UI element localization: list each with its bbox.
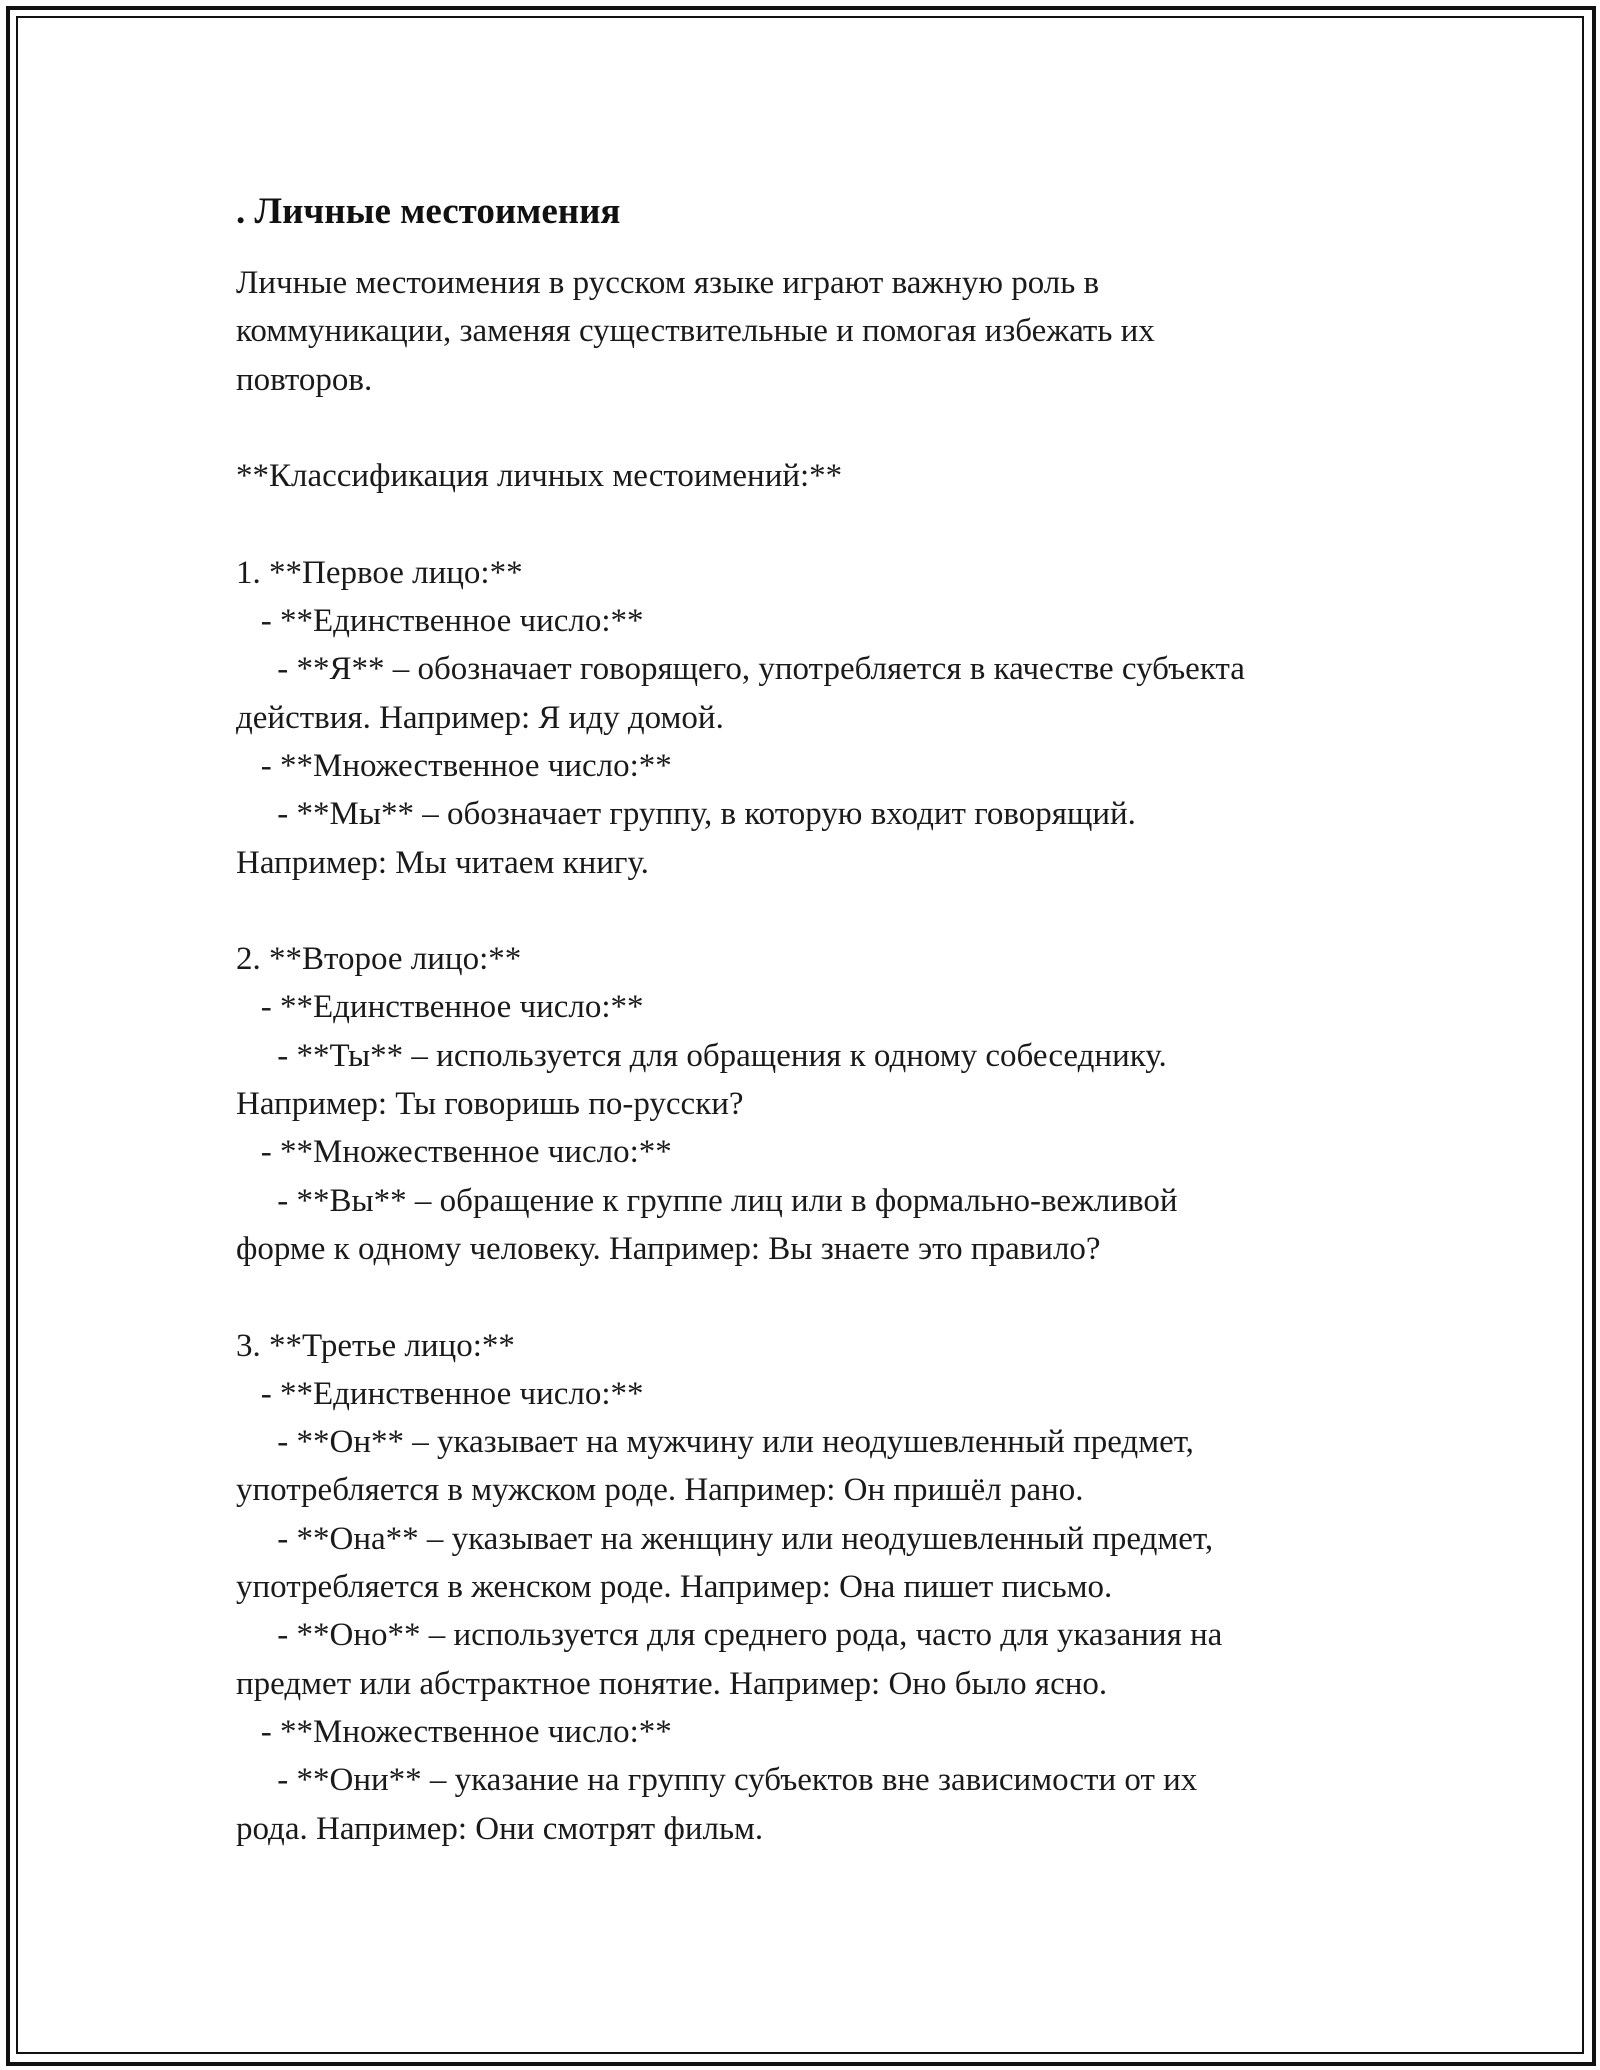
intro-line: коммуникации, заменяя существительные и помогая избежать их — [236, 313, 1155, 350]
section-line: - **Они** – указание на группу субъектов вне зависимости от их — [236, 1762, 1198, 1799]
section-line: рода. Например: Они смотрят фильм. — [236, 1810, 764, 1847]
section-third-person — [236, 1322, 1396, 1853]
section-line: - **Единственное число:** — [236, 1375, 644, 1412]
section-line: употребляется в женском роде. Например: Она пишет письмо. — [236, 1569, 1113, 1606]
section-line: - **Я** – обозначает говорящего, употребляется в качестве субъекта — [236, 651, 1245, 688]
intro-line: Личные местоимения в русском языке играют важную роль в — [236, 265, 1100, 301]
intro-paragraph — [236, 259, 1396, 404]
section-second-person — [236, 935, 1396, 1273]
section-line: - **Множественное число:** — [236, 747, 672, 784]
section-line: - **Множественное число:** — [236, 1134, 672, 1171]
blank-line — [236, 500, 1396, 548]
section-line: форме к одному человеку. Например: Вы знаете это правило? — [236, 1230, 1101, 1267]
section-line: - **Единственное число:** — [236, 989, 644, 1026]
blank-line — [236, 887, 1396, 935]
section-heading: 2. **Второе лицо:** — [236, 941, 522, 978]
section-line: предмет или абстрактное понятие. Например: Оно было ясно. — [236, 1665, 1108, 1702]
section-line: Например: Ты говоришь по-русски? — [236, 1086, 744, 1123]
classification-heading: **Классификация личных местоимений:** — [236, 458, 843, 495]
section-first-person — [236, 549, 1396, 887]
section-line: - **Мы** – обозначает группу, в которую входит говорящий. — [236, 796, 1136, 833]
section-line: Например: Мы читаем книгу. — [236, 844, 649, 881]
blank-line — [236, 1273, 1396, 1321]
section-line: - **Он** – указывает на мужчину или неодушевленный предмет, — [236, 1424, 1194, 1461]
section-line: - **Ты** – используется для обращения к одному собеседнику. — [236, 1037, 1167, 1074]
section-line: - **Оно** – используется для среднего рода, часто для указания на — [236, 1617, 1223, 1654]
section-line: - **Множественное число:** — [236, 1713, 672, 1750]
section-line: - **Она** – указывает на женщину или неодушевленный предмет, — [236, 1520, 1214, 1557]
section-heading: 3. **Третье лицо:** — [236, 1327, 515, 1364]
document-title: . Личные местоимения — [236, 191, 621, 232]
blank-line — [236, 404, 1396, 452]
section-line: употребляется в мужском роде. Например: Он пришёл рано. — [236, 1472, 1084, 1509]
section-line: - **Вы** – обращение к группе лиц или в формально-вежливой — [236, 1182, 1178, 1219]
section-line: действия. Например: Я иду домой. — [236, 699, 724, 736]
section-heading: 1. **Первое лицо:** — [236, 554, 523, 591]
intro-line: повторов. — [236, 361, 373, 398]
document-page — [236, 188, 1396, 1853]
section-line: - **Единственное число:** — [236, 603, 644, 640]
